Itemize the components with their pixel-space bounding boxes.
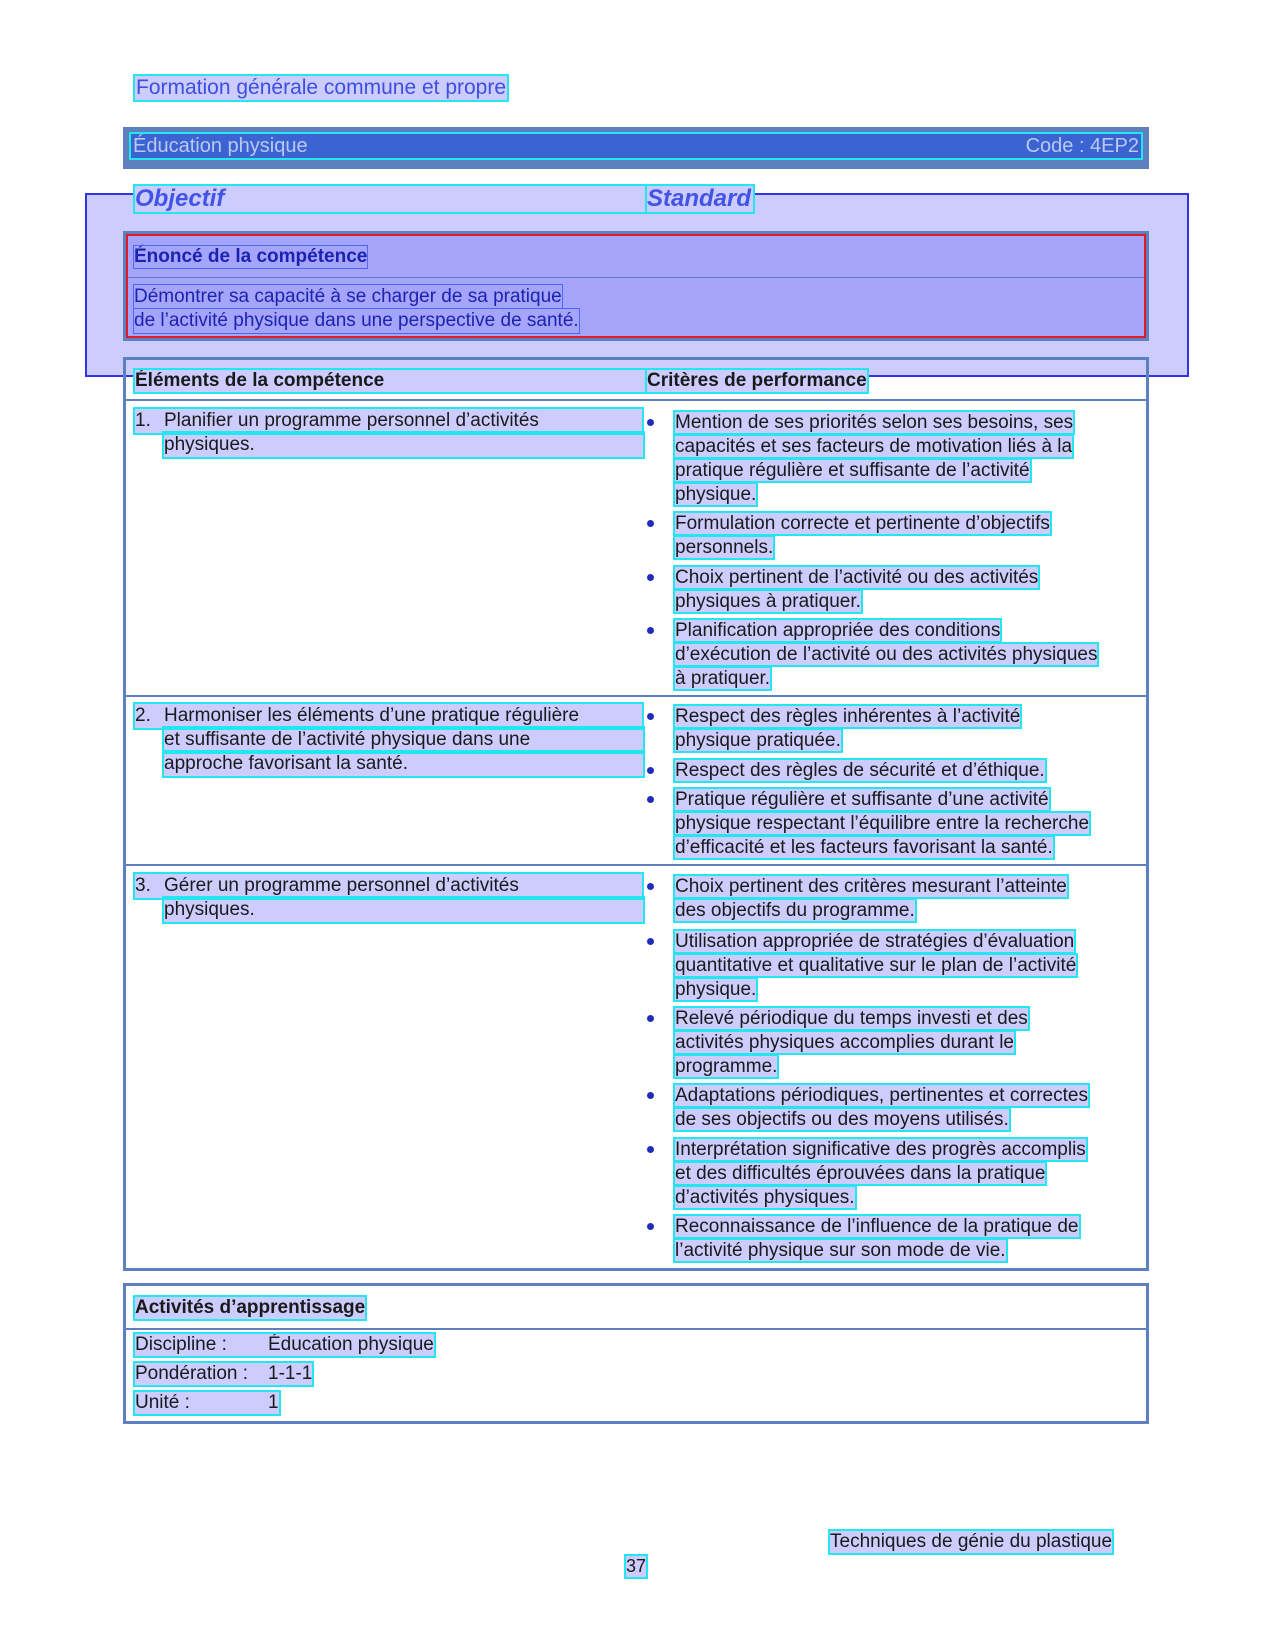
- objectif-label: Objectif: [135, 186, 645, 212]
- criterion: Choix pertinent de l’activité ou des activités physiques à pratiquer.: [675, 567, 1039, 612]
- criterion: Reconnaissance de l’influence de la pratique de l’activité physique sur son mode de vie.: [675, 1216, 1079, 1261]
- criterion: Respect des règles de sécurité et d’éthique.: [675, 760, 1045, 781]
- ponderation-row: Pondération : 1-1-1: [135, 1363, 313, 1384]
- criterion: Pratique régulière et suffisante d’une activité physique respectant l’équilibre entre la recherche d’efficacité et les facteurs favorisant la santé.: [675, 789, 1090, 858]
- element-2: 2. Harmoniser les éléments d’une pratique régulière et suffisante de l’activité physique dans une approche favorisant la santé.: [135, 704, 643, 776]
- enonce-frame: [123, 231, 1149, 341]
- unite-row: Unité : 1: [135, 1392, 279, 1413]
- enonce-line: Démontrer sa capacité à se charger de sa pratique: [134, 286, 562, 307]
- criterion: Respect des règles inhérentes à l’activité physique pratiquée.: [675, 706, 1021, 751]
- criterion: Choix pertinent des critères mesurant l’atteinte des objectifs du programme.: [675, 876, 1067, 921]
- course-code: Code : 4EP2: [1025, 134, 1139, 157]
- activities-title: Activités d’apprentissage: [135, 1297, 366, 1318]
- criterion: Relevé périodique du temps investi et des activités physiques accomplies durant le programme.: [675, 1008, 1028, 1077]
- criterion: Adaptations périodiques, pertinentes et correctes de ses objectifs ou des moyens utilisés.: [675, 1085, 1088, 1130]
- standard-label: Standard: [647, 185, 752, 212]
- criteria-header: Critères de performance: [647, 370, 867, 391]
- row-divider: [123, 864, 1149, 866]
- element-3: 3. Gérer un programme personnel d’activités physiques.: [135, 874, 643, 922]
- course-bar: [123, 127, 1149, 169]
- program-title: Formation générale commune et propre: [136, 76, 507, 99]
- criterion: Interprétation significative des progrès accomplis et des difficultés éprouvées dans la pratique d’activités physiques.: [675, 1139, 1086, 1208]
- enonce-divider: [128, 277, 1144, 278]
- discipline-row: Discipline : Éducation physique: [135, 1334, 434, 1355]
- activities-divider: [123, 1328, 1149, 1330]
- course-name: Éducation physique: [133, 134, 308, 157]
- enonce-box: [126, 234, 1146, 338]
- page-number: 37: [626, 1556, 647, 1576]
- criterion: Formulation correcte et pertinente d’objectifs personnels.: [675, 513, 1050, 558]
- enonce-line: de l’activité physique dans une perspective de santé.: [134, 310, 579, 331]
- enonce-title: Énoncé de la compétence: [134, 246, 368, 267]
- element-1: 1. Planifier un programme personnel d’activités physiques.: [135, 409, 643, 457]
- enonce-text: [134, 285, 579, 333]
- footer-program: Techniques de génie du plastique: [830, 1531, 1113, 1552]
- row-divider: [123, 695, 1149, 697]
- criterion: Mention de ses priorités selon ses besoins, ses capacités et ses facteurs de motivation liés à la pratique régulière et suffisante de l’activité physique.: [675, 412, 1074, 505]
- criterion: Planification appropriée des conditions d’exécution de l’activité ou des activités physiques à pratiquer.: [675, 620, 1098, 689]
- header-divider: [123, 399, 1149, 401]
- elements-header: Éléments de la compétence: [135, 370, 645, 392]
- criterion: Utilisation appropriée de stratégies d’évaluation quantitative et qualitative sur le plan de l’activité physique.: [675, 931, 1077, 1000]
